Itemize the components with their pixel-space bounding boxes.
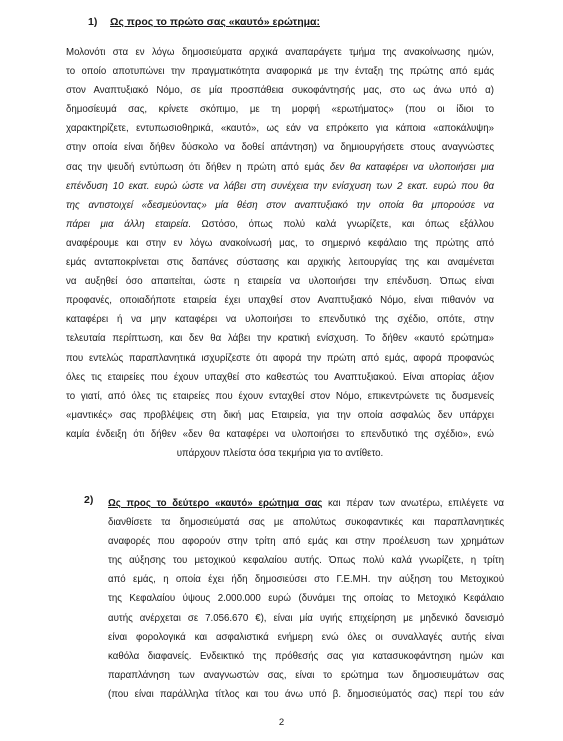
section-1-line [66, 81, 494, 100]
section-2-line: είναι φορολογικά και ασφαλιστικά ενήμερη ενώ όλες οι συναλλαγές αυτής είναι [108, 631, 504, 643]
text-run: προφανές, οποιαδήποτε εταιρεία έχει υπαχθεί στον Αναπτυξιακό Νόμο, είναι πιθανόν να [66, 295, 494, 307]
section-2-line: καθόλα διαφανείς. Ενδεικτικό της πρόθεσής σας για κατασυκοφάντηση ημών και [108, 650, 504, 662]
text-run: τελευταία περίπτωση, και δεν θα λάβει την κρατική ενίσχυση. Το δήθεν «καυτό ερώτημα» [66, 333, 494, 345]
text-run: . Ωστόσο, όπως πολύ καλά γνωρίζετε, και όπως εξάλλου [188, 218, 494, 230]
section-1-paragraph [66, 43, 494, 463]
section-2-title: Ως προς το δεύτερο «καυτό» ερώτημα σας [108, 498, 323, 509]
section-1-line [66, 349, 494, 368]
section-1-line [66, 177, 494, 196]
section-1-line [66, 406, 494, 425]
text-run: στον Αναπτυξιακό Νόμο, σε μία προσπάθεια συκοφάντησής μας, στο ως άνω υπό α) [66, 85, 494, 97]
section-1-line [66, 138, 494, 157]
section-2-line: παραπλάνηση των αναγνωστών σας, είναι το ερώτημα των δημοσιευμάτων σας [108, 669, 504, 681]
text-run: καταφέρει ή να μην καταφέρει να υλοποιήσει το επενδυτικό της σχέδιο, οπότε, στην [66, 314, 494, 326]
text-run: στην οποία είναι δήθεν δύσκολο να δοθεί απάντηση) να δημιουργήσετε στους αναγνώστες [66, 142, 494, 154]
italic-text-run: επένδυση 10 εκατ. ευρώ ώστε να λάβει στη συνέχεια την ενίσχυση των 2 εκατ. ευρώ που θα [66, 180, 494, 192]
section-2-number: 2) [84, 494, 94, 506]
section-1-title: Ως προς το πρώτο σας «καυτό» ερώτημα: [110, 16, 320, 28]
section-1-heading [88, 16, 320, 28]
section-1-line [66, 119, 494, 138]
section-2-line: αναφορές που αφορούν στην τρίτη από εμάς και στην προέλευση των χρημάτων [108, 536, 504, 548]
section-1-line [66, 253, 494, 272]
text-run: δημοσίευμά σας, κρίνετε σκόπιμο, με τη μορφή «ερωτήματος» (που οι ίδιοι το [66, 104, 494, 116]
text-run: το γιατί, από όλες τις εταιρείες που έχουν ενταχθεί στον Νόμο, επικεντρώνετε τις δυσμενείς [66, 390, 494, 402]
text-run: Μολονότι στα εν λόγω δημοσιεύματα αρχικά αναπαράγετε τμήμα της ανακοίνωσης ημών, [66, 47, 494, 58]
section-1-line [66, 425, 494, 444]
section-1-line [66, 234, 494, 253]
text-run: να αυξηθεί όσο απαιτείται, ώστε η εταιρεία να υλοποιήσει την επένδυση. Όπως είναι [66, 276, 494, 288]
text-run: χαρακτηρίζετε, εντυπωσιοθηρικά, «καυτό», ως εάν να επρόκειτο για κάποια «αποκάλυψη» [66, 123, 494, 135]
section-1-line [66, 43, 494, 62]
section-1-line [66, 215, 494, 234]
section-2-line: αυτής ανέρχεται σε 7.056.670 €), είναι μία υγιής επιχείρηση με μηδενικό δανεισμό [108, 612, 504, 624]
section-2-line: (που είναι παράλληλα τίτλος και του άνω υπό β. δημοσιεύματός σας) περί του εάν [108, 688, 504, 700]
section-1-number: 1) [88, 16, 98, 28]
section-1-line [66, 368, 494, 387]
section-1-line [66, 272, 494, 291]
section-1-line [66, 291, 494, 310]
text-run: όλες τις εταιρείες που έχουν υπαχθεί στο καθεστώς του Αναπτυξιακού. Είναι απορίας άξιον [66, 371, 494, 383]
section-2-first-line [108, 494, 504, 513]
section-2-line: διανθίσετε τα δημοσιεύματά σας με απολύτως συκοφαντικές και παραπλανητικές [108, 517, 504, 529]
page-number: 2 [278, 717, 285, 728]
text-run: εμάς ανταποκρίνεται στις δαπάνες σύστασης και αρχικής λειτουργίας της και αναμένεται [66, 257, 494, 269]
italic-text-run: πάρει μια άλλη εταιρεία [66, 218, 189, 230]
section-2-line: της αύξησης του μετοχικού κεφαλαίου αυτής. Όπως πολύ καλά γνωρίζετε, η τρίτη [108, 555, 504, 567]
text-run: το οποίο αποτυπώνει την πραγματικότητα αναφορικά με την ένταξη της πρώτης από εμάς [66, 66, 494, 78]
section-1-line [66, 387, 494, 406]
text-run: «μαντικές» σας προβλέψεις στη δική μας Εταιρεία, για την οποία ασφαλώς δεν υπάρχει [66, 409, 494, 421]
section-2-line: από εμάς, η οποία έχει ήδη δημοσιεύσει στο Γ.Ε.ΜΗ. την αύξηση του Μετοχικού [108, 574, 504, 586]
section-1-line [66, 444, 494, 463]
italic-text-run: της αντιστοιχεί «δεσμεύοντας» μία θέση στον αναπτυξιακό την οποία θα μπορούσε να [66, 199, 494, 211]
text-run: σας την ψευδή εντύπωση ότι δήθεν η πρώτη από εμάς [66, 161, 330, 173]
section-1-line [66, 100, 494, 119]
text-run: καμία ένδειξη ότι δήθεν «δεν θα καταφέρει να υλοποιήσει το επενδυτικό της σχέδιο», ενώ [66, 428, 494, 440]
section-2-paragraph [108, 494, 504, 704]
text-run: που εντελώς παραπλανητικά ισχυρίζεστε ότι αφορά την πρώτη από εμάς, αφορά προφανώς [66, 352, 494, 364]
section-1-line [66, 196, 494, 215]
section-1-line [66, 158, 494, 177]
section-1-line [66, 329, 494, 348]
section-2-first-line-rest: και πέραν των ανωτέρω, επιλέγετε να [322, 498, 504, 509]
text-run: αναφέρουμε και στην εν λόγω ανακοίνωσή μας, το σημερινό κεφάλαιο της πρώτης από [66, 237, 494, 249]
section-1-line [66, 62, 494, 81]
text-run: υπάρχουν πλείστα όσα τεκμήρια για το αντίθετο. [176, 447, 384, 459]
italic-text-run: δεν θα καταφέρει να υλοποιήσει μια [329, 161, 494, 173]
section-2-line: της Κεφαλαίου ύψους 2.000.000 ευρώ (δυνάμει της οποίας το Μετοχικό Κεφάλαιο [108, 593, 504, 605]
section-1-line [66, 310, 494, 329]
